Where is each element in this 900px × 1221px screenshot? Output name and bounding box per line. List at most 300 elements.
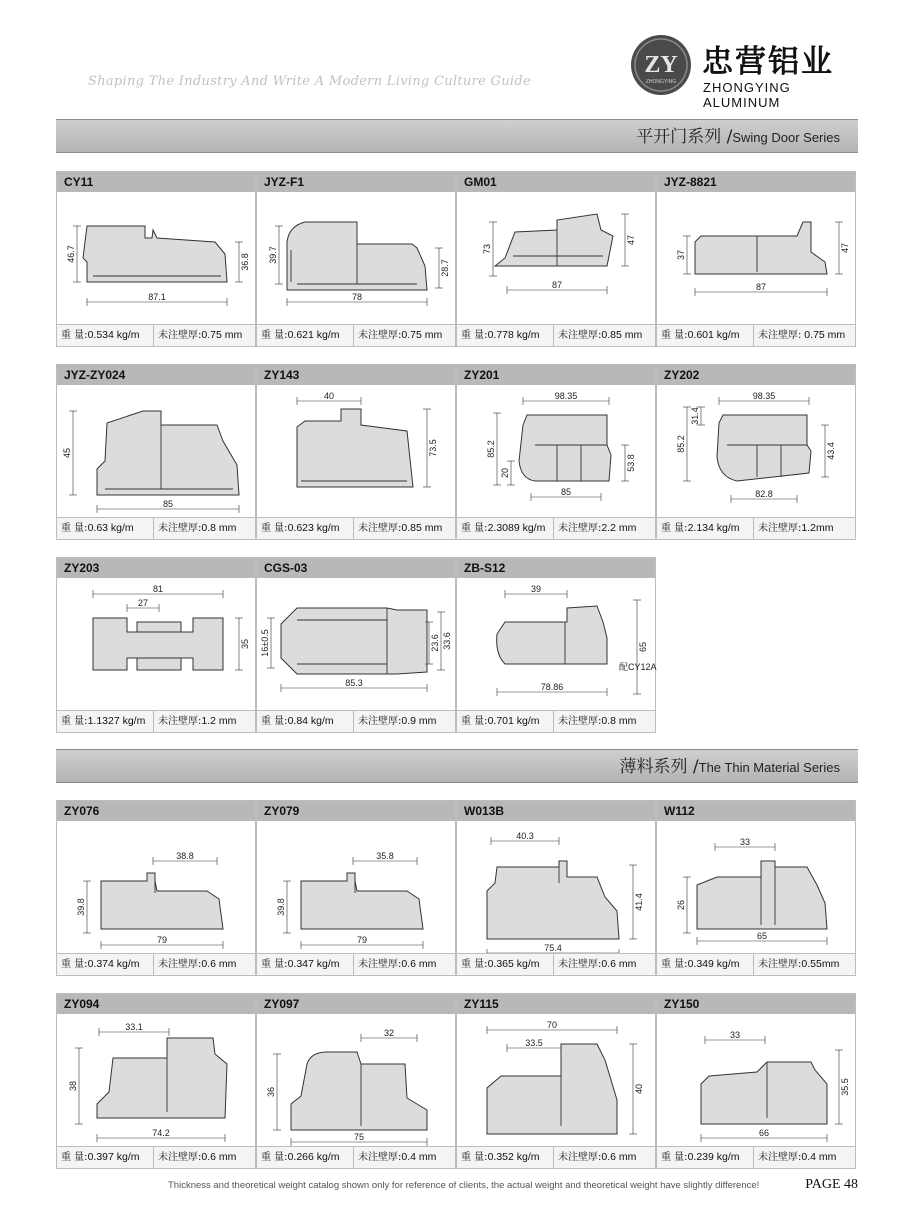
weight-label: 重 量:	[261, 1152, 288, 1163]
product-specs	[257, 517, 455, 539]
thickness-value: 0.4 mm	[401, 1151, 437, 1163]
weight-value: 0.63 kg/m	[87, 522, 134, 534]
product-code: ZY079	[264, 804, 300, 818]
product-code: GM01	[464, 175, 497, 189]
weight-cell	[257, 1147, 354, 1168]
dimension-label: 78	[351, 292, 363, 302]
product-card	[656, 993, 856, 1169]
product-card	[456, 800, 656, 976]
thickness-value: 0.75 mm	[401, 329, 443, 341]
product-header	[257, 172, 455, 192]
profile-svg	[657, 1014, 857, 1148]
profile-outline	[83, 226, 227, 282]
dimension-label: 31.4	[690, 407, 700, 425]
dimension-label: 40	[634, 1083, 644, 1095]
profile-svg	[57, 578, 257, 712]
weight-cell	[457, 711, 554, 732]
weight-value: 0.365 kg/m	[487, 958, 540, 970]
product-specs	[657, 953, 855, 975]
product-code: JYZ-F1	[264, 175, 305, 189]
product-header	[657, 172, 855, 192]
dimension-label: 98.35	[752, 391, 776, 401]
profile-outline	[697, 861, 827, 929]
thickness-label: 未注壁厚:	[758, 523, 802, 534]
thickness-cell	[154, 711, 255, 732]
dimension-label: 47	[626, 234, 636, 246]
thickness-cell	[554, 1147, 655, 1168]
dimension-label: 45	[62, 447, 72, 459]
profile-drawing	[457, 385, 655, 519]
weight-label: 重 量:	[661, 1152, 688, 1163]
product-code: CGS-03	[264, 561, 308, 575]
product-code: ZY076	[64, 804, 100, 818]
thickness-cell	[554, 518, 655, 539]
dimension-label: 85.2	[486, 440, 496, 458]
dimension-label: 33	[729, 1030, 741, 1040]
weight-label: 重 量:	[261, 959, 288, 970]
product-code: ZB-S12	[464, 561, 506, 575]
weight-cell	[257, 518, 354, 539]
profile-outline	[717, 415, 811, 481]
dimension-label: 39.8	[276, 898, 286, 916]
product-card	[456, 364, 656, 540]
dimension-label: 66	[758, 1128, 770, 1138]
product-card	[56, 800, 256, 976]
thickness-label: 未注壁厚:	[558, 959, 602, 970]
product-code: W112	[664, 804, 695, 818]
weight-value: 0.778 kg/m	[487, 329, 540, 341]
dimension-label: 53.8	[626, 454, 636, 472]
thickness-label: 未注壁厚:	[558, 523, 602, 534]
dimension-label: 79	[156, 935, 168, 945]
profile-outline	[297, 409, 413, 487]
profile-outline	[695, 222, 827, 274]
dimension-label: 38	[68, 1080, 78, 1092]
product-specs	[57, 710, 255, 732]
section-title-en: Swing Door Series	[732, 130, 840, 145]
weight-cell	[657, 1147, 754, 1168]
brand-name-en: ZHONGYING ALUMINUM	[703, 80, 791, 110]
product-header	[57, 801, 255, 821]
thickness-label: 未注壁厚:	[358, 523, 402, 534]
thickness-label: 未注壁厚:	[758, 959, 802, 970]
product-specs	[57, 953, 255, 975]
weight-cell	[57, 711, 154, 732]
brand-name-cn: 忠营铝业	[702, 44, 834, 80]
thickness-cell	[554, 325, 655, 346]
thickness-cell	[354, 325, 455, 346]
weight-label: 重 量:	[61, 330, 88, 341]
weight-value: 0.601 kg/m	[687, 329, 740, 341]
section-bar-thin-material	[56, 749, 858, 783]
product-card	[56, 993, 256, 1169]
product-specs	[57, 1146, 255, 1168]
profile-svg	[257, 385, 457, 519]
dimension-label: 40.3	[516, 831, 534, 841]
profile-drawing	[657, 385, 855, 519]
dimension-label: 65	[756, 931, 768, 941]
weight-label: 重 量:	[61, 716, 88, 727]
profile-outline	[701, 1062, 827, 1124]
thickness-label: 未注壁厚:	[358, 1152, 402, 1163]
thickness-value: 0.6 mm	[601, 958, 637, 970]
product-specs	[457, 1146, 655, 1168]
profile-drawing	[257, 385, 455, 519]
product-card	[56, 364, 256, 540]
dimension-label: 46.7	[66, 245, 76, 263]
dimension-label: 23.6	[430, 634, 440, 652]
profile-drawing	[257, 192, 455, 326]
weight-value: 0.397 kg/m	[87, 1151, 140, 1163]
profile-svg	[457, 385, 657, 519]
product-code: ZY143	[264, 368, 300, 382]
thickness-value: 0.85 mm	[601, 329, 643, 341]
thickness-value: 0.85 mm	[401, 522, 443, 534]
dimension-label: 87.1	[148, 292, 166, 302]
weight-cell	[257, 325, 354, 346]
dimension-label: 39.8	[76, 898, 86, 916]
product-code: JYZ-8821	[664, 175, 717, 189]
profile-drawing	[57, 578, 255, 712]
dimension-label: 70	[546, 1020, 558, 1030]
product-header	[57, 172, 255, 192]
dimension-label: 36	[266, 1086, 276, 1098]
dimension-label: 65	[638, 641, 648, 653]
profile-outline	[495, 214, 613, 266]
profile-drawing	[457, 1014, 655, 1148]
weight-label: 重 量:	[61, 959, 88, 970]
product-code: ZY201	[464, 368, 500, 382]
weight-value: 0.347 kg/m	[287, 958, 340, 970]
product-header	[257, 994, 455, 1014]
logo-text: ZY	[644, 52, 678, 78]
section-bar-swing-door	[56, 119, 858, 153]
dimension-label: 85	[162, 499, 174, 509]
thickness-cell	[154, 954, 255, 975]
weight-label: 重 量:	[261, 330, 288, 341]
weight-value: 0.84 kg/m	[287, 715, 334, 727]
product-header	[457, 558, 655, 578]
footer-note: Thickness and theoretical weight catalog shown only for reference of clients, the actual weight and theoretical weight have slightly difference!	[168, 1180, 760, 1191]
product-code: ZY115	[464, 997, 499, 1011]
thickness-label: 未注壁厚:	[358, 330, 402, 341]
profile-drawing	[657, 1014, 855, 1148]
thickness-value: 0.4 mm	[801, 1151, 837, 1163]
product-code: ZY202	[664, 368, 700, 382]
dimension-label: 33.6	[442, 632, 452, 650]
dimension-label: 32	[383, 1028, 395, 1038]
dimension-label: 85	[560, 487, 572, 497]
product-specs	[657, 1146, 855, 1168]
product-card	[256, 171, 456, 347]
weight-cell	[57, 954, 154, 975]
product-code: JYZ-ZY024	[64, 368, 126, 382]
product-code: ZY203	[64, 561, 100, 575]
thickness-cell	[154, 1147, 255, 1168]
product-specs	[657, 324, 855, 346]
thickness-label: 未注壁厚:	[558, 716, 602, 727]
weight-value: 0.623 kg/m	[287, 522, 340, 534]
weight-cell	[57, 325, 154, 346]
weight-value: 0.239 kg/m	[687, 1151, 740, 1163]
weight-value: 0.621 kg/m	[287, 329, 340, 341]
profile-drawing	[57, 821, 255, 955]
product-header	[457, 994, 655, 1014]
profile-outline	[301, 873, 423, 929]
profile-svg	[257, 578, 457, 712]
product-specs	[257, 710, 455, 732]
product-header	[457, 172, 655, 192]
profile-svg	[257, 821, 457, 955]
thickness-value: 0.6 mm	[201, 958, 237, 970]
product-specs	[57, 517, 255, 539]
profile-drawing	[457, 821, 655, 955]
product-specs	[457, 710, 655, 732]
product-card	[256, 993, 456, 1169]
dimension-label: 38.8	[176, 851, 194, 861]
thickness-label: 未注壁厚:	[158, 523, 202, 534]
profile-drawing	[657, 821, 855, 955]
product-specs	[257, 1146, 455, 1168]
product-card	[256, 364, 456, 540]
section-title-en: The Thin Material Series	[698, 760, 840, 775]
product-card	[656, 364, 856, 540]
thickness-cell	[754, 1147, 855, 1168]
product-code: CY11	[64, 175, 94, 189]
dimension-label: 41.4	[634, 893, 644, 911]
dimension-label: 16±0.5	[260, 629, 270, 657]
logo-icon	[630, 34, 692, 96]
dimension-label: 27	[137, 598, 149, 608]
profile-svg	[257, 1014, 457, 1148]
dimension-label: 39.7	[268, 246, 278, 264]
weight-value: 0.349 kg/m	[687, 958, 740, 970]
product-code: W013B	[464, 804, 505, 818]
thickness-value: 0.55mm	[801, 958, 840, 970]
dimension-label: 33.1	[125, 1022, 143, 1032]
weight-value: 2.3089 kg/m	[487, 522, 546, 534]
thickness-label: 未注壁厚:	[158, 330, 202, 341]
weight-label: 重 量:	[461, 330, 488, 341]
dimension-label: 35.8	[376, 851, 394, 861]
dimension-label: 85.3	[345, 678, 363, 688]
thickness-label: 未注壁厚:	[358, 716, 402, 727]
product-specs	[57, 324, 255, 346]
dimension-label: 82.8	[755, 489, 773, 499]
weight-cell	[657, 954, 754, 975]
page-number: PAGE 48	[805, 1177, 858, 1192]
dimension-label: 87	[755, 282, 767, 292]
product-card	[456, 993, 656, 1169]
thickness-cell	[154, 518, 255, 539]
thickness-value: 0.9 mm	[401, 715, 437, 727]
dimension-label: 78.86	[540, 682, 564, 692]
profile-drawing	[457, 578, 655, 712]
weight-value: 2.134 kg/m	[687, 522, 740, 534]
profile-svg	[257, 192, 457, 326]
weight-label: 重 量:	[461, 716, 488, 727]
product-card	[456, 171, 656, 347]
profile-outline	[487, 861, 619, 939]
profile-svg	[57, 385, 257, 519]
thickness-cell	[154, 325, 255, 346]
product-specs	[457, 517, 655, 539]
profile-svg	[457, 821, 657, 955]
product-specs	[257, 324, 455, 346]
dimension-label: 40	[323, 391, 335, 401]
profile-outline	[97, 1038, 227, 1118]
thickness-value: 0.75 mm	[201, 329, 243, 341]
weight-label: 重 量:	[461, 959, 488, 970]
thickness-cell	[754, 325, 855, 346]
product-code: ZY094	[64, 997, 100, 1011]
profile-svg	[57, 821, 257, 955]
profile-outline	[101, 873, 223, 929]
weight-label: 重 量:	[461, 1152, 488, 1163]
product-card	[256, 800, 456, 976]
thickness-label: 未注壁厚:	[358, 959, 402, 970]
product-header	[257, 365, 455, 385]
profile-drawing	[257, 1014, 455, 1148]
profile-outline	[97, 411, 239, 495]
dimension-label: 47	[840, 242, 850, 254]
thickness-value: 0.6 mm	[401, 958, 437, 970]
thickness-value: 0.75 mm	[801, 329, 846, 341]
dimension-label: 36.8	[240, 253, 250, 271]
profile-svg	[457, 578, 657, 712]
thickness-value: 0.8 mm	[201, 522, 237, 534]
dimension-label: 98.35	[554, 391, 578, 401]
dimension-label: 28.7	[440, 259, 450, 277]
thickness-cell	[754, 954, 855, 975]
product-card	[56, 557, 256, 733]
weight-value: 0.701 kg/m	[487, 715, 540, 727]
weight-label: 重 量:	[461, 523, 488, 534]
dimension-label: 75	[353, 1132, 365, 1142]
thickness-cell	[354, 1147, 455, 1168]
thickness-cell	[354, 518, 455, 539]
product-specs	[457, 324, 655, 346]
product-header	[657, 801, 855, 821]
product-header	[57, 365, 255, 385]
weight-label: 重 量:	[261, 523, 288, 534]
thickness-cell	[554, 954, 655, 975]
thickness-label: 未注壁厚:	[758, 1152, 802, 1163]
product-header	[257, 558, 455, 578]
weight-label: 重 量:	[61, 523, 88, 534]
profile-drawing	[57, 1014, 255, 1148]
dimension-label: 35	[240, 638, 250, 650]
logo-subtext: ZHONGYING	[645, 79, 677, 85]
accessory-label: 配CY12A	[619, 662, 657, 672]
product-header	[57, 994, 255, 1014]
profile-svg	[657, 192, 857, 326]
thickness-value: 2.2 mm	[601, 522, 637, 534]
thickness-label: 未注壁厚:	[158, 1152, 202, 1163]
product-header	[457, 365, 655, 385]
profile-outline	[93, 618, 223, 670]
product-card	[656, 800, 856, 976]
tagline: Shaping The Industry And Write A Modern Living Culture Guide	[88, 74, 531, 89]
weight-cell	[57, 1147, 154, 1168]
profile-outline	[519, 415, 611, 481]
thickness-label: 未注壁厚:	[158, 716, 202, 727]
profile-drawing	[657, 192, 855, 326]
weight-cell	[57, 518, 154, 539]
thickness-value: 0.6 mm	[601, 1151, 637, 1163]
thickness-cell	[354, 711, 455, 732]
dimension-label: 39	[530, 584, 542, 594]
dimension-label: 33.5	[525, 1038, 543, 1048]
weight-cell	[257, 954, 354, 975]
weight-value: 0.266 kg/m	[287, 1151, 340, 1163]
product-card	[656, 171, 856, 347]
dimension-label: 75.4	[544, 943, 562, 953]
thickness-value: 0.6 mm	[201, 1151, 237, 1163]
product-header	[57, 558, 255, 578]
dimension-label: 26	[676, 899, 686, 911]
section-title-cn: 薄料系列 /	[619, 757, 699, 777]
product-specs	[657, 517, 855, 539]
dimension-label: 87	[551, 280, 563, 290]
weight-value: 1.1327 kg/m	[87, 715, 146, 727]
weight-label: 重 量:	[661, 523, 688, 534]
weight-label: 重 量:	[61, 1152, 88, 1163]
dimension-label: 74.2	[152, 1128, 170, 1138]
thickness-value: 1.2mm	[801, 522, 834, 534]
thickness-label: 未注壁厚:	[558, 1152, 602, 1163]
product-code: ZY097	[264, 997, 300, 1011]
product-card	[456, 557, 656, 733]
profile-svg	[57, 1014, 257, 1148]
weight-cell	[457, 325, 554, 346]
dimension-label: 37	[676, 249, 686, 261]
dimension-label: 43.4	[826, 442, 836, 460]
profile-drawing	[257, 578, 455, 712]
thickness-value: 0.8 mm	[601, 715, 637, 727]
profile-svg	[457, 192, 657, 326]
thickness-cell	[754, 518, 855, 539]
profile-drawing	[57, 385, 255, 519]
thickness-cell	[554, 711, 655, 732]
dimension-label: 73	[482, 243, 492, 255]
weight-label: 重 量:	[661, 330, 688, 341]
profile-drawing	[257, 821, 455, 955]
dimension-label: 33	[739, 837, 751, 847]
product-header	[257, 801, 455, 821]
profile-svg	[457, 1014, 657, 1148]
product-specs	[457, 953, 655, 975]
product-specs	[257, 953, 455, 975]
thickness-value: 1.2 mm	[201, 715, 237, 727]
dimension-label: 73.5	[428, 439, 438, 457]
thickness-cell	[354, 954, 455, 975]
dimension-label: 79	[356, 935, 368, 945]
profile-svg	[657, 821, 857, 955]
product-card	[56, 171, 256, 347]
weight-cell	[457, 518, 554, 539]
profile-drawing	[457, 192, 655, 326]
weight-cell	[457, 954, 554, 975]
product-header	[457, 801, 655, 821]
weight-label: 重 量:	[261, 716, 288, 727]
thickness-label: 未注壁厚:	[158, 959, 202, 970]
thickness-label: 未注壁厚:	[558, 330, 602, 341]
dimension-label: 35.5	[840, 1078, 850, 1096]
product-header	[657, 365, 855, 385]
dimension-label: 85.2	[676, 435, 686, 453]
profile-outline	[487, 1044, 617, 1134]
